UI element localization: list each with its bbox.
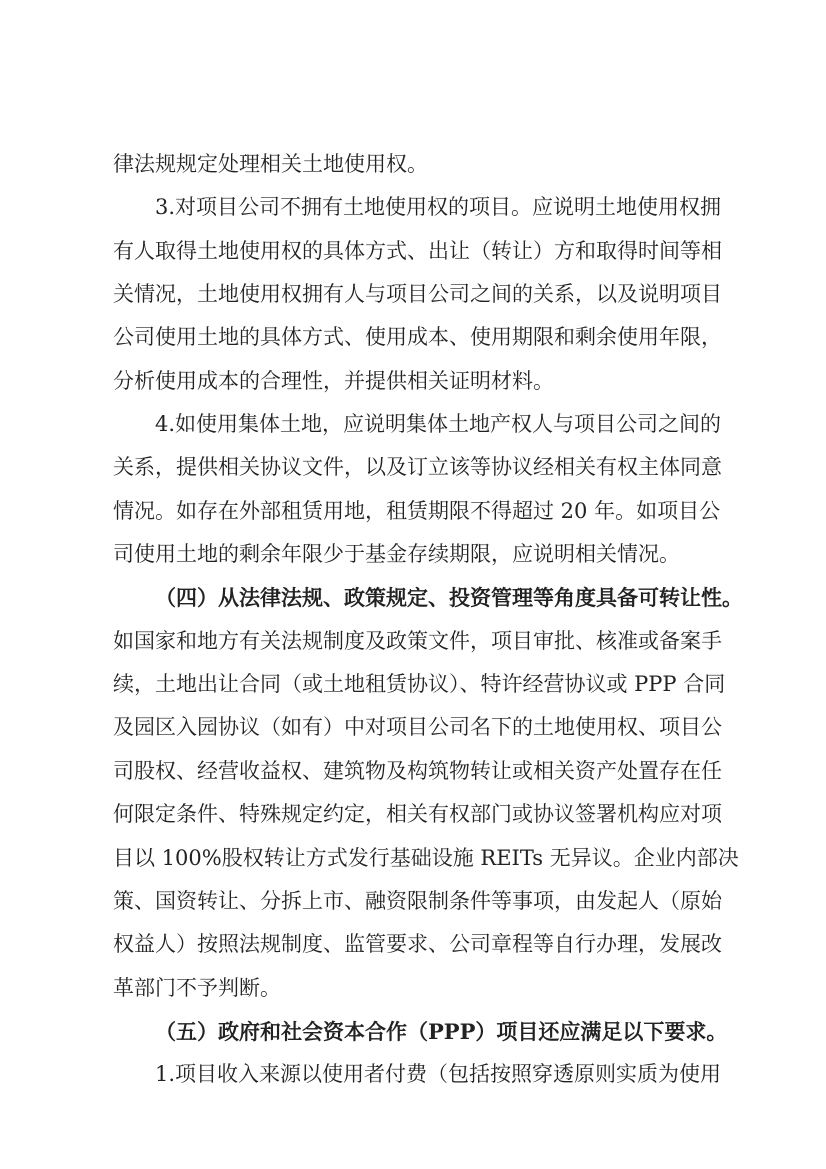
text-line: 权益人）按照法规制度、监管要求、公司章程等自行办理，发展改 [113,932,722,957]
text-line: 何限定条件、特殊规定约定，相关有权部门或协议签署机构应对项 [113,802,722,827]
section-heading-4: （四）从法律法规、政策规定、投资管理等角度具备可转让性。 [155,585,743,611]
text-line: 有人取得土地使用权的具体方式、出让（转让）方和取得时间等相 [113,238,722,263]
text-line: 关情况，土地使用权拥有人与项目公司之间的关系，以及说明项目 [113,282,722,307]
numbered-item-3-line: 3.对项目公司不拥有土地使用权的项目。应说明土地使用权拥 [155,195,722,220]
text-line: 公司使用土地的具体方式、使用成本、使用期限和剩余使用年限， [113,325,722,350]
text-line: 策、国资转让、分拆上市、融资限制条件等事项，由发起人（原始 [113,888,722,913]
text-line: 及园区入园协议（如有）中对项目公司名下的土地使用权、项目公 [113,715,722,740]
text-line: 革部门不予判断。 [113,975,281,1000]
numbered-item-4-line: 4.如使用集体土地，应说明集体土地产权人与项目公司之间的 [155,412,722,437]
document-page [113,143,743,1097]
text-line: 目以 100%股权转让方式发行基础设施 REITs 无异议。企业内部决 [113,845,739,870]
text-line: 关系，提供相关协议文件，以及订立该等协议经相关有权主体同意 [113,455,722,480]
text-line: 续，土地出让合同（或土地租赁协议）、特许经营协议或 PPP 合同 [113,672,726,697]
text-line: 司使用土地的剩余年限少于基金存续期限，应说明相关情况。 [113,542,680,567]
text-line: 情况。如存在外部租赁用地，租赁期限不得超过 20 年。如项目公 [113,498,721,523]
text-line: 分析使用成本的合理性，并提供相关证明材料。 [113,368,554,393]
text-line: 如国家和地方有关法规制度及政策文件，项目审批、核准或备案手 [113,628,722,653]
text-line: 司股权、经营收益权、建筑物及构筑物转让或相关资产处置存在任 [113,758,722,783]
numbered-item-1-line: 1.项目收入来源以使用者付费（包括按照穿透原则实质为使用 [155,1062,722,1087]
section-heading-5: （五）政府和社会资本合作（PPP）项目还应满足以下要求。 [155,1018,728,1044]
text-line: 律法规规定处理相关土地使用权。 [113,152,428,176]
